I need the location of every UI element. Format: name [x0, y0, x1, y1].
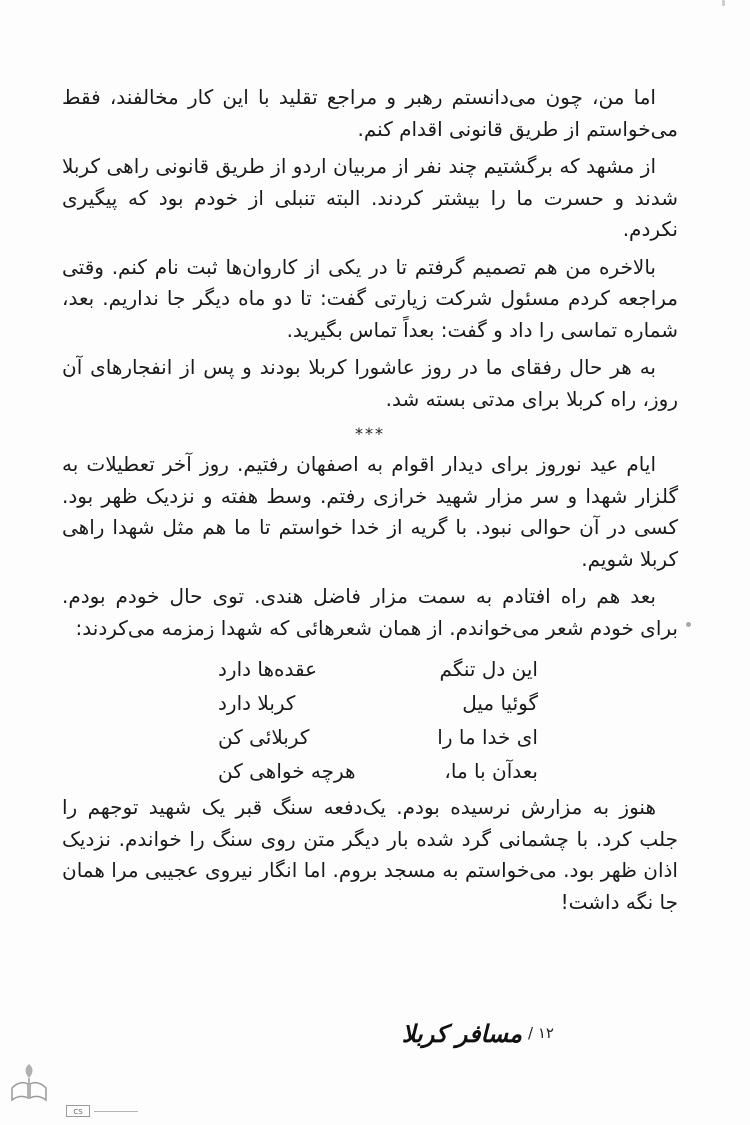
running-title: مسافر کربلا — [401, 1018, 523, 1048]
poem-hemistich: کربلا دارد — [218, 691, 296, 715]
publisher-logo-icon — [6, 1058, 52, 1104]
page-footer — [402, 1013, 554, 1053]
page-number: ۱۲ / — [528, 1024, 554, 1042]
paragraph: بالاخره من هم تصمیم گرفتم تا در یکی از کاروان‌ها ثبت نام کنم. وقتی مراجعه کردم مسئول شرکت زیارتی گفت: تا دو ماه دیگر جا نداریم. بعد، شماره تماسی را داد و گفت: بعداً تماس بگیرید. — [62, 254, 678, 342]
paragraph: هنوز به مزارش نرسیده بودم. یک‌دفعه سنگ قبر یک شهید توجهم را جلب کرد. با چشمانی گرد شده بار دیگر متن روی سنگ را خواندم. نزدیک اذان ظهر بود. می‌خواستم به مسجد بروم. اما انگار نیروی عجیبی مرا همان جا نگه داشت! — [62, 795, 678, 914]
poem — [62, 652, 678, 788]
poem-hemistich: بعدآن با ما، — [444, 759, 538, 783]
poem-line — [218, 720, 538, 754]
poem-hemistich: کربلائی کن — [218, 725, 310, 749]
poem-line — [218, 686, 538, 720]
scan-speck — [686, 622, 691, 627]
paragraph: اما من، چون می‌دانستم رهبر و مراجع تقلید با این کار مخالفند، فقط می‌خواستم از طریق قانونی اقدام کنم. — [62, 85, 678, 141]
paragraph: بعد هم راه افتادم به سمت مزار فاضل هندی. توی حال خودم بودم. برای خودم شعر می‌خواندم. از همان شعرهائی که شهدا زمزمه می‌کردند: — [62, 584, 678, 640]
poem-hemistich: هرچه خواهی کن — [218, 759, 356, 783]
poem-hemistich: ای خدا ما را — [437, 725, 538, 749]
poem-hemistich: گوئیا میل — [462, 691, 538, 715]
poem-line — [218, 652, 538, 686]
scan-edge-mark — [722, 0, 725, 6]
poem-hemistich: این دل تنگم — [439, 657, 538, 681]
paragraph: به هر حال رفقای ما در روز عاشورا کربلا بودند و پس از انفجارهای آن روز، راه کربلا برای مدتی بسته شد. — [62, 355, 678, 411]
section-separator: *** — [355, 424, 385, 443]
paragraph: ایام عید نوروز برای دیدار اقوام به اصفهان رفتیم. روز آخر تعطیلات به گلزار شهدا و سر مزار شهید خرازی رفتم. وسط هفته و نزدیک ظهر بود. کسی در آن حوالی نبود. با گریه از خدا خواستم تا ما هم مثل شهدا راهی کربلا شویم. — [62, 452, 678, 571]
paragraph: از مشهد که برگشتیم چند نفر از مربیان اردو از طریق قانونی راهی کربلا شدند و حسرت ما را بیشتر کردند. البته تنبلی از خودم بود که پیگیری نکردم. — [62, 154, 678, 241]
body-text — [62, 82, 678, 924]
poem-hemistich: عقده‌ها دارد — [218, 657, 318, 681]
scanner-badge: CS — [66, 1105, 90, 1117]
scanner-rule — [94, 1111, 138, 1112]
poem-line — [218, 754, 538, 788]
